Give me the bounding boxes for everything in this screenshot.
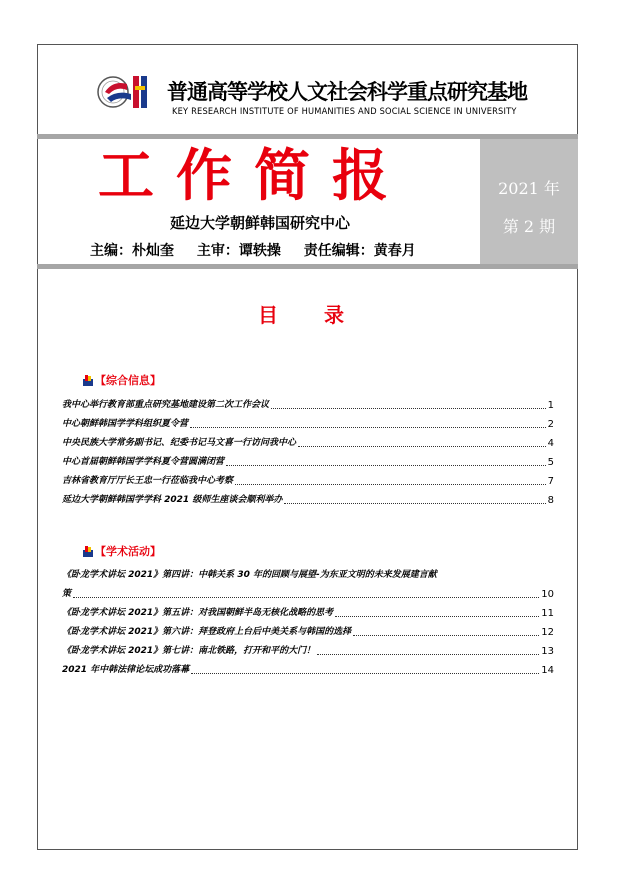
- entry-page: 13: [541, 646, 554, 657]
- entry-title: 《卧龙学术讲坛 2021》第五讲：对我国朝鲜半岛无核化战略的思考: [62, 608, 334, 618]
- entry-page: 4: [547, 438, 554, 449]
- section-heading-general: [82, 372, 161, 388]
- entry-title: 《卧龙学术讲坛 2021》第七讲：南北铁路，打开和平的大门！: [62, 646, 316, 656]
- entry-page: 10: [541, 589, 554, 600]
- toc-entry[interactable]: [62, 658, 554, 677]
- toc-entry[interactable]: [62, 450, 554, 469]
- toc-entry[interactable]: [62, 431, 554, 450]
- entry-title: 2021 年中韩法律论坛成功落幕: [62, 665, 190, 675]
- entry-page: 2: [547, 419, 554, 430]
- entry-title: 中央民族大学常务副书记、纪委书记马文喜一行访问我中心: [62, 438, 297, 448]
- toc-entry[interactable]: [62, 469, 554, 488]
- section-heading-academic: [82, 543, 161, 559]
- issue-box: [480, 139, 578, 264]
- section-label: 【综合信息】: [95, 374, 161, 387]
- center-name: 延边大学朝鲜韩国研究中心: [170, 214, 351, 232]
- institute-name-cn: 普通高等学校人文社会科学重点研究基地: [167, 80, 527, 104]
- reviewer: 主审：谭轶操: [196, 243, 281, 259]
- toc-entry[interactable]: [62, 620, 554, 639]
- entry-title: 《卧龙学术讲坛 2021》第六讲：拜登政府上台后中美关系与韩国的选择: [62, 627, 352, 637]
- entry-title: 我中心举行教育部重点研究基地建设第二次工作会议: [62, 400, 270, 410]
- entry-page: 1: [547, 400, 554, 411]
- issue-year: 2021 年: [498, 179, 560, 198]
- toc-entry[interactable]: [62, 601, 554, 620]
- entry-title-cont: 策: [62, 589, 72, 599]
- entry-title: 中心首届朝鲜韩国学学科夏令营圆满闭营: [62, 457, 225, 467]
- toc-entry[interactable]: [62, 488, 554, 507]
- book-icon: [82, 545, 94, 558]
- toc-title: 目录: [258, 303, 390, 327]
- toc-entry[interactable]: [62, 412, 554, 431]
- entry-page: 11: [541, 608, 554, 619]
- toc-list-academic: [62, 566, 554, 677]
- toc-entry[interactable]: [62, 639, 554, 658]
- toc-entry[interactable]: [62, 566, 554, 601]
- toc-entry[interactable]: [62, 393, 554, 412]
- entry-title: 中心朝鲜韩国学学科组织夏令营: [62, 419, 189, 429]
- institute-name-en: KEY RESEARCH INSTITUTE OF HUMANITIES AND SOCIAL SCIENCE IN UNIVERSITY: [172, 107, 517, 117]
- entry-page: 8: [547, 495, 554, 506]
- toc-list-general: [62, 393, 554, 507]
- editors-line: [90, 240, 432, 260]
- entry-page: 14: [541, 665, 554, 676]
- section-label: 【学术活动】: [95, 545, 161, 558]
- issue-number: 第 2 期: [502, 217, 556, 236]
- entry-page: 5: [547, 457, 554, 468]
- entry-page: 7: [547, 476, 554, 487]
- entry-page: 12: [541, 627, 554, 638]
- entry-title: 吉林省教育厅厅长王忠一行莅临我中心考察: [62, 476, 234, 486]
- entry-title: 延边大学朝鲜韩国学学科 2021 级师生座谈会顺利举办: [62, 495, 283, 505]
- book-icon: [82, 374, 94, 387]
- responsible-editor: 责任编辑：黄春月: [303, 243, 416, 259]
- chief-editor: 主编：朴灿奎: [90, 243, 174, 259]
- bottom-divider: [37, 264, 578, 269]
- bulletin-title: 工作简报: [98, 143, 410, 209]
- entry-title: 《卧龙学术讲坛 2021》第四讲：中韩关系 30 年的回顾与展望-为东亚文明的未来发展建言献: [62, 570, 437, 580]
- institute-logo: [97, 70, 153, 114]
